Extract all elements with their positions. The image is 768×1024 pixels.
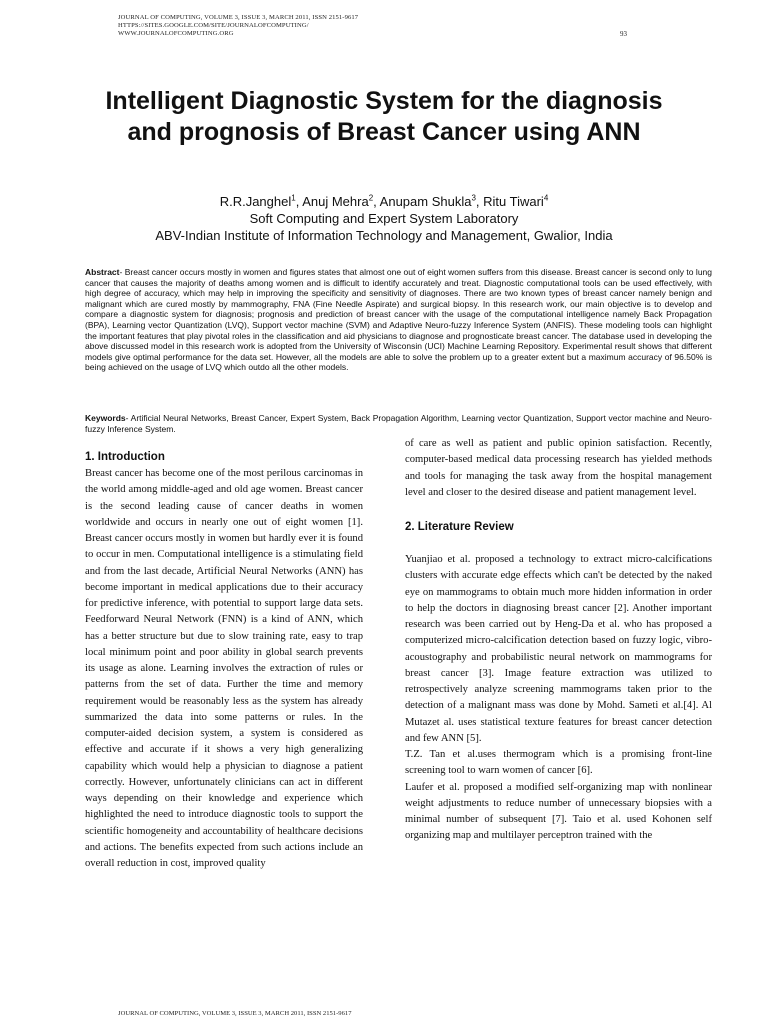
author-affiliation-mark: 1 (291, 193, 296, 203)
author-name: Anupam Shukla (379, 194, 472, 209)
author-affiliation-mark: 3 (471, 193, 476, 203)
section-heading-introduction: 1. Introduction (85, 451, 165, 463)
left-column (85, 450, 363, 872)
abstract-label: Abstract (85, 267, 120, 277)
literature-review-paragraph: Laufer et al. proposed a modified self-organizing map with nonlinear weight adjustments to reduce number of unnecessary biopsies with a minimal number of subsequent [7]. Taio et al. used Kohonen self organizing map and multilayer perceptron trained with the (405, 781, 712, 842)
abstract-text: - Breast cancer occurs mostly in women and figures states that almost one out of eight women suffers from this disease. Breast cancer is second only to lung cancer that causes the majority of deaths among women and is difficult to identify accurately and treat. Diagnostic computational tools can be used effectively, with high degree of accuracy, which may help in improving the specificity and sensitivity of diagnoses. There are two known types of breast cancer namely benign and malignant which are cured mostly by mammography, FNA (Fine Needle Aspirate) and surgical biopsy. In this research work, our main objective is to develop and compare a diagnostic system for diagnosis; prognosis and prediction of breast cancer with the usage of the computational intelligence namely Back Propagation (BPA), Learning vector Quantization (LVQ), Support vector machine (SVM) and Adaptive Neuro-fuzzy Inference System (ANFIS). These modeling tools can highlight the important features that play pivotal roles in the classification and aid physicians to diagnose and prognosticate breast cancer. The database used in developing the above discussed model in this research work is adopted from the University of Wisconsin (UCI) Machine Learning Repository. Experimental result shows that different models give optimal performance for the data set. However, all the models are able to solve the problem up to a greater extent but a maximum accuracy of 96.50% is being achieved on the usage of LVQ which outdo all the other models. (85, 267, 712, 373)
running-head-line: JOURNAL OF COMPUTING, VOLUME 3, ISSUE 3, MARCH 2011, ISSN 2151-9617 (118, 14, 359, 21)
keywords (85, 413, 712, 434)
running-head-line: WWW.JOURNALOFCOMPUTING.ORG (118, 30, 234, 37)
right-column (405, 436, 712, 845)
running-head-line: HTTPS://SITES.GOOGLE.COM/SITE/JOURNALOFCOMPUTING/ (118, 22, 309, 29)
literature-review-paragraph: Yuanjiao et al. proposed a technology to extract micro-calcifications clusters with accurate edge effects which can't be detected by the naked eye on mammograms to obtain much more hidden information in order to help the doctors in diagnosing breast cancer [2]. Another important research was been carried out by Heng-Da et al. who has proposed a computerized micro-calcification detection based on fuzzy logic, vibro-acoustography and probabilistic neural network on mammograms for breast cancer [3]. Image feature extraction was utilized to retrospectively analyze screening mammograms taken prior to the detection of a malignant mass was done by Mohd. Sameti et al.[4]. Al Mutazet al. uses statistical texture features for breast cancer detection and few ANN [5]. (405, 554, 712, 744)
introduction-continuation: of care as well as patient and public opinion satisfaction. Recently, computer-based medical data processing research has yielded methods and tools for managing the task away from the hospital management level and closer to the desired disease and patient management level. (405, 438, 712, 498)
author-list: R.R.Janghel$^1$, Anuj Mehra$^2$, Anupam Shukla$^3$, Ritu Tiwari$^4$ (219, 193, 549, 209)
abstract (85, 267, 712, 373)
literature-review-paragraph: T.Z. Tan et al.uses thermogram which is a promising front-line screening tool to warn women of cancer [6]. (405, 749, 712, 777)
author-name: Anuj Mehra (302, 194, 369, 209)
running-head (118, 14, 638, 38)
page-number: 93 (620, 30, 627, 38)
author-affiliation-mark: 2 (368, 193, 374, 203)
affiliation-institute: ABV-Indian Institute of Information Technology and Management, Gwalior, India (155, 228, 613, 243)
author-name: R.R.Janghel (219, 194, 292, 209)
author-affiliation-mark: 4 (543, 193, 549, 203)
page-footer: JOURNAL OF COMPUTING, VOLUME 3, ISSUE 3, MARCH 2011, ISSN 2151-9617 (118, 1010, 352, 1017)
paper-title: Intelligent Diagnostic System for the diagnosis and prognosis of Breast Cancer using ANN (105, 87, 663, 146)
introduction-paragraph: Breast cancer has become one of the most perilous carcinomas in the world among middle-aged and old age women. Breast cancer is the second leading cause of cancer deaths in women worldwide and occurs in nearly one out of eight women [1]. Breast cancer occurs mostly in women but hardly ever it is found to occur in men. Computational intelligence is a stimulating field and from the last decade, Artificial Neural Networks (ANN) has become important in medical applications due to their accuracy for predictive inference, with potential to support large data sets. Feedforward Neural Network (FNN) is a kind of ANN, which has a better structure but due to slow training rate, easy to trap local minimum point and poor ability in global search prevents its usage as alone. Learning involves the extraction of rules or patterns from the set of data. Further the time and memory requirement would be reasonably less as the system has already summarized the data into some patterns or rules. In the computer-aided decision system, a system is considered as effective and accurate if it shows a very high generalizing capability which would help a physician to diagnose a patient correctly. However, unfortunately clinicians can act in different ways depending on their knowledge and experience which highlighted the need to introduce diagnostic tools to support the scientific homogeneity and accountability of healthcare decisions and actions. The benefits expected from such actions include an overall reduction in cost, improved quality (85, 468, 363, 869)
keywords-label: Keywords (85, 413, 126, 423)
affiliation-lab: Soft Computing and Expert System Laboratory (249, 211, 519, 226)
author-name: Ritu Tiwari (483, 194, 544, 209)
keywords-text: - Artificial Neural Networks, Breast Cancer, Expert System, Back Propagation Algorithm, Learning vector Quantization, Support vector machine and Neuro-fuzzy Inference System. (85, 413, 712, 434)
section-heading-literature-review: 2. Literature Review (405, 521, 514, 533)
